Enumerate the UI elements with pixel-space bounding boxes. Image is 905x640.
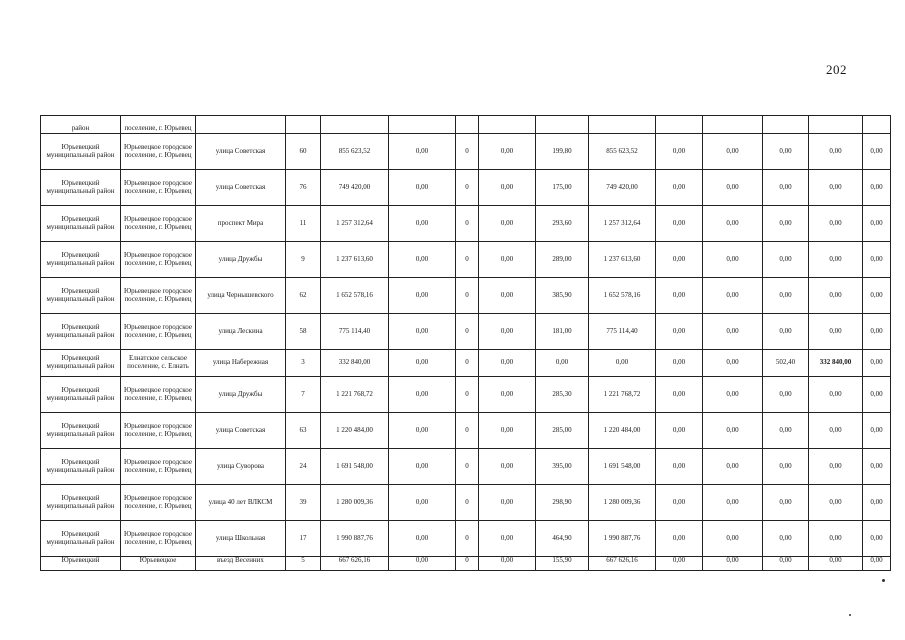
cost-col6-cell: 0,00: [389, 521, 456, 557]
count-cell: 0: [456, 521, 479, 557]
count-cell: 0: [456, 242, 479, 278]
table-row: [41, 413, 891, 449]
house-number-cell: 76: [286, 170, 321, 206]
cost-col6-cell: 0,00: [389, 242, 456, 278]
table-row: [41, 449, 891, 485]
settlement-cell: Юрьевецкое городское поселение, г. Юрьевец: [121, 485, 196, 521]
district-cell: Юрьевецкий: [41, 557, 121, 571]
district-cell: Юрьевецкий муниципальный район: [41, 314, 121, 350]
cost-col15-cell: 0,00: [863, 485, 891, 521]
cost-col15-cell: [863, 116, 891, 134]
cost-col11-cell: 0,00: [656, 449, 703, 485]
street-cell: улица Советская: [196, 170, 286, 206]
settlement-cell: Юрьевецкое городское поселение, г. Юрьевец: [121, 278, 196, 314]
cost-col12-cell: 0,00: [703, 413, 763, 449]
total-cost-cell: [321, 116, 389, 134]
table-row: [41, 485, 891, 521]
cost-col15-cell: 0,00: [863, 350, 891, 377]
house-number-cell: 63: [286, 413, 321, 449]
area-cell: 181,00: [536, 314, 589, 350]
area-cell: 155,90: [536, 557, 589, 571]
house-number-cell: 5: [286, 557, 321, 571]
total-cost-cell: 1 221 768,72: [321, 377, 389, 413]
house-number-cell: [286, 116, 321, 134]
total-cost-cell: 855 623,52: [321, 134, 389, 170]
cost-col14-cell: 0,00: [809, 377, 863, 413]
area-col13-cell: 0,00: [763, 413, 809, 449]
total-cost-cell: 332 840,00: [321, 350, 389, 377]
cost-col15-cell: 0,00: [863, 170, 891, 206]
house-number-cell: 62: [286, 278, 321, 314]
cost-col11-cell: 0,00: [656, 557, 703, 571]
area-col13-cell: 0,00: [763, 170, 809, 206]
street-cell: [196, 116, 286, 134]
table-row: [41, 521, 891, 557]
area-cell: 0,00: [536, 350, 589, 377]
street-cell: въезд Весенних: [196, 557, 286, 571]
cost-col15-cell: 0,00: [863, 557, 891, 571]
cost-col14-cell: 0,00: [809, 449, 863, 485]
repair-cost-cell: [589, 116, 656, 134]
count-cell: 0: [456, 350, 479, 377]
area-col13-cell: 0,00: [763, 377, 809, 413]
area-col13-cell: 502,40: [763, 350, 809, 377]
scan-speck: [849, 614, 851, 616]
house-number-cell: 39: [286, 485, 321, 521]
cost-col12-cell: 0,00: [703, 557, 763, 571]
street-cell: улица Дружбы: [196, 377, 286, 413]
district-cell: Юрьевецкий муниципальный район: [41, 206, 121, 242]
area-cell: [536, 116, 589, 134]
cost-col11-cell: 0,00: [656, 170, 703, 206]
house-number-cell: 17: [286, 521, 321, 557]
settlement-cell: Юрьевецкое городское поселение, г. Юрьевец: [121, 413, 196, 449]
repair-cost-cell: 1 280 009,36: [589, 485, 656, 521]
settlement-cell: Юрьевецкое городское поселение, г. Юрьевец: [121, 521, 196, 557]
cost-col14-cell: 0,00: [809, 521, 863, 557]
settlement-cell: Юрьевецкое городское поселение, г. Юрьевец: [121, 206, 196, 242]
area-cell: 175,00: [536, 170, 589, 206]
cost-col8-cell: 0,00: [479, 134, 536, 170]
repair-cost-cell: 1 990 887,76: [589, 521, 656, 557]
district-cell: Юрьевецкий муниципальный район: [41, 521, 121, 557]
cost-col6-cell: 0,00: [389, 449, 456, 485]
page-number: 202: [826, 62, 847, 77]
cost-col15-cell: 0,00: [863, 413, 891, 449]
cost-col15-cell: 0,00: [863, 134, 891, 170]
cost-col8-cell: 0,00: [479, 350, 536, 377]
cost-col8-cell: 0,00: [479, 206, 536, 242]
area-cell: 395,00: [536, 449, 589, 485]
cost-col6-cell: 0,00: [389, 134, 456, 170]
table-row: [41, 557, 891, 571]
district-cell: Юрьевецкий муниципальный район: [41, 350, 121, 377]
cost-col14-cell: 0,00: [809, 170, 863, 206]
cost-col15-cell: 0,00: [863, 206, 891, 242]
cost-col12-cell: 0,00: [703, 314, 763, 350]
area-col13-cell: 0,00: [763, 134, 809, 170]
total-cost-cell: 1 691 548,00: [321, 449, 389, 485]
count-cell: 0: [456, 134, 479, 170]
count-cell: [456, 116, 479, 134]
cost-col11-cell: 0,00: [656, 242, 703, 278]
cost-col15-cell: 0,00: [863, 377, 891, 413]
cost-col8-cell: 0,00: [479, 377, 536, 413]
area-col13-cell: 0,00: [763, 314, 809, 350]
area-cell: 298,90: [536, 485, 589, 521]
total-cost-cell: 775 114,40: [321, 314, 389, 350]
cost-col14-cell: [809, 116, 863, 134]
settlement-cell: Юрьевецкое городское поселение, г. Юрьевец: [121, 449, 196, 485]
area-cell: 285,30: [536, 377, 589, 413]
repair-cost-cell: 1 221 768,72: [589, 377, 656, 413]
house-number-cell: 58: [286, 314, 321, 350]
district-cell: Юрьевецкий муниципальный район: [41, 170, 121, 206]
area-col13-cell: 0,00: [763, 449, 809, 485]
cost-col6-cell: 0,00: [389, 170, 456, 206]
table-row: [41, 116, 891, 134]
cost-col14-cell: 0,00: [809, 557, 863, 571]
cost-col15-cell: 0,00: [863, 314, 891, 350]
cost-col11-cell: 0,00: [656, 485, 703, 521]
cost-col6-cell: [389, 116, 456, 134]
count-cell: 0: [456, 314, 479, 350]
house-number-cell: 24: [286, 449, 321, 485]
district-cell: Юрьевецкий муниципальный район: [41, 134, 121, 170]
cost-col6-cell: 0,00: [389, 350, 456, 377]
area-col13-cell: [763, 116, 809, 134]
area-cell: 385,90: [536, 278, 589, 314]
cost-col11-cell: 0,00: [656, 314, 703, 350]
house-number-cell: 11: [286, 206, 321, 242]
cost-col6-cell: 0,00: [389, 413, 456, 449]
area-col13-cell: 0,00: [763, 485, 809, 521]
district-cell: Юрьевецкий муниципальный район: [41, 485, 121, 521]
total-cost-cell: 1 280 009,36: [321, 485, 389, 521]
street-cell: улица Советская: [196, 413, 286, 449]
cost-col12-cell: 0,00: [703, 350, 763, 377]
cost-col14-cell: 0,00: [809, 413, 863, 449]
cost-col12-cell: 0,00: [703, 278, 763, 314]
repair-cost-cell: 1 691 548,00: [589, 449, 656, 485]
table-row: [41, 170, 891, 206]
table-row: [41, 278, 891, 314]
repair-cost-cell: 667 626,16: [589, 557, 656, 571]
cost-col8-cell: 0,00: [479, 413, 536, 449]
scan-speck: [882, 579, 885, 582]
cost-col14-cell: 0,00: [809, 485, 863, 521]
cost-col8-cell: 0,00: [479, 485, 536, 521]
count-cell: 0: [456, 449, 479, 485]
count-cell: 0: [456, 206, 479, 242]
street-cell: улица Дружбы: [196, 242, 286, 278]
cost-col12-cell: 0,00: [703, 134, 763, 170]
cost-col14-cell: 0,00: [809, 242, 863, 278]
repair-cost-cell: 749 420,00: [589, 170, 656, 206]
house-number-cell: 9: [286, 242, 321, 278]
table-row: [41, 206, 891, 242]
count-cell: 0: [456, 557, 479, 571]
table-row: [41, 350, 891, 377]
cost-col8-cell: 0,00: [479, 521, 536, 557]
area-cell: 285,00: [536, 413, 589, 449]
table-row: [41, 377, 891, 413]
district-cell: район: [41, 116, 121, 134]
cost-col12-cell: 0,00: [703, 206, 763, 242]
street-cell: улица Набережная: [196, 350, 286, 377]
repair-cost-cell: 1 652 578,16: [589, 278, 656, 314]
street-cell: улица Чернышевского: [196, 278, 286, 314]
count-cell: 0: [456, 278, 479, 314]
repair-cost-cell: 855 623,52: [589, 134, 656, 170]
area-col13-cell: 0,00: [763, 278, 809, 314]
total-cost-cell: 1 652 578,16: [321, 278, 389, 314]
cost-col12-cell: 0,00: [703, 449, 763, 485]
house-number-cell: 60: [286, 134, 321, 170]
area-cell: 464,90: [536, 521, 589, 557]
total-cost-cell: 749 420,00: [321, 170, 389, 206]
settlement-cell: Юрьевецкое: [121, 557, 196, 571]
cost-col11-cell: [656, 116, 703, 134]
house-number-cell: 7: [286, 377, 321, 413]
area-cell: 199,80: [536, 134, 589, 170]
street-cell: улица Школьная: [196, 521, 286, 557]
street-cell: улица Суворова: [196, 449, 286, 485]
count-cell: 0: [456, 413, 479, 449]
cost-col6-cell: 0,00: [389, 557, 456, 571]
total-cost-cell: 1 220 484,00: [321, 413, 389, 449]
cost-col6-cell: 0,00: [389, 278, 456, 314]
district-cell: Юрьевецкий муниципальный район: [41, 377, 121, 413]
cost-col11-cell: 0,00: [656, 521, 703, 557]
repair-cost-cell: 1 257 312,64: [589, 206, 656, 242]
cost-col8-cell: 0,00: [479, 449, 536, 485]
cost-col8-cell: 0,00: [479, 170, 536, 206]
cost-col15-cell: 0,00: [863, 242, 891, 278]
repair-cost-cell: 1 237 613,60: [589, 242, 656, 278]
cost-col14-cell: 0,00: [809, 314, 863, 350]
area-col13-cell: 0,00: [763, 521, 809, 557]
area-col13-cell: 0,00: [763, 557, 809, 571]
settlement-cell: Юрьевецкое городское поселение, г. Юрьевец: [121, 170, 196, 206]
cost-col14-cell: 0,00: [809, 278, 863, 314]
cost-col15-cell: 0,00: [863, 449, 891, 485]
cost-col8-cell: 0,00: [479, 314, 536, 350]
district-cell: Юрьевецкий муниципальный район: [41, 278, 121, 314]
cost-col6-cell: 0,00: [389, 485, 456, 521]
table-row: [41, 314, 891, 350]
district-cell: Юрьевецкий муниципальный район: [41, 242, 121, 278]
settlement-cell: Елнатское сельское поселение, с. Елнать: [121, 350, 196, 377]
cost-col15-cell: 0,00: [863, 278, 891, 314]
street-cell: улица Советская: [196, 134, 286, 170]
cost-col12-cell: 0,00: [703, 170, 763, 206]
count-cell: 0: [456, 485, 479, 521]
area-col13-cell: 0,00: [763, 242, 809, 278]
total-cost-cell: 667 626,16: [321, 557, 389, 571]
cost-col6-cell: 0,00: [389, 314, 456, 350]
settlement-cell: Юрьевецкое городское поселение, г. Юрьевец: [121, 314, 196, 350]
cost-col8-cell: 0,00: [479, 557, 536, 571]
repair-cost-cell: 1 220 484,00: [589, 413, 656, 449]
cost-col14-cell: 0,00: [809, 134, 863, 170]
cost-col8-cell: 0,00: [479, 278, 536, 314]
table-row: [41, 242, 891, 278]
area-col13-cell: 0,00: [763, 206, 809, 242]
cost-col6-cell: 0,00: [389, 377, 456, 413]
street-cell: проспект Мира: [196, 206, 286, 242]
cost-col12-cell: [703, 116, 763, 134]
area-cell: 293,60: [536, 206, 589, 242]
count-cell: 0: [456, 377, 479, 413]
settlement-cell: поселение, г. Юрьевец: [121, 116, 196, 134]
count-cell: 0: [456, 170, 479, 206]
table-row: [41, 134, 891, 170]
street-cell: улица 40 лет ВЛКСМ: [196, 485, 286, 521]
area-cell: 289,00: [536, 242, 589, 278]
table-body: [41, 116, 891, 571]
cost-col15-cell: 0,00: [863, 521, 891, 557]
cost-col14-cell: 0,00: [809, 206, 863, 242]
district-cell: Юрьевецкий муниципальный район: [41, 413, 121, 449]
cost-col12-cell: 0,00: [703, 377, 763, 413]
cost-col11-cell: 0,00: [656, 206, 703, 242]
cost-col11-cell: 0,00: [656, 413, 703, 449]
cost-col8-cell: [479, 116, 536, 134]
cost-col12-cell: 0,00: [703, 521, 763, 557]
cost-col12-cell: 0,00: [703, 485, 763, 521]
repair-cost-cell: 0,00: [589, 350, 656, 377]
street-cell: улица Лескина: [196, 314, 286, 350]
district-cell: Юрьевецкий муниципальный район: [41, 449, 121, 485]
house-number-cell: 3: [286, 350, 321, 377]
housing-table: [40, 115, 891, 571]
total-cost-cell: 1 237 613,60: [321, 242, 389, 278]
cost-col11-cell: 0,00: [656, 350, 703, 377]
settlement-cell: Юрьевецкое городское поселение, г. Юрьевец: [121, 242, 196, 278]
cost-col11-cell: 0,00: [656, 377, 703, 413]
cost-col12-cell: 0,00: [703, 242, 763, 278]
cost-col6-cell: 0,00: [389, 206, 456, 242]
cost-col11-cell: 0,00: [656, 278, 703, 314]
cost-col14-cell: 332 840,00: [809, 350, 863, 377]
cost-col11-cell: 0,00: [656, 134, 703, 170]
total-cost-cell: 1 257 312,64: [321, 206, 389, 242]
repair-cost-cell: 775 114,40: [589, 314, 656, 350]
total-cost-cell: 1 990 887,76: [321, 521, 389, 557]
settlement-cell: Юрьевецкое городское поселение, г. Юрьевец: [121, 377, 196, 413]
cost-col8-cell: 0,00: [479, 242, 536, 278]
settlement-cell: Юрьевецкое городское поселение, г. Юрьевец: [121, 134, 196, 170]
